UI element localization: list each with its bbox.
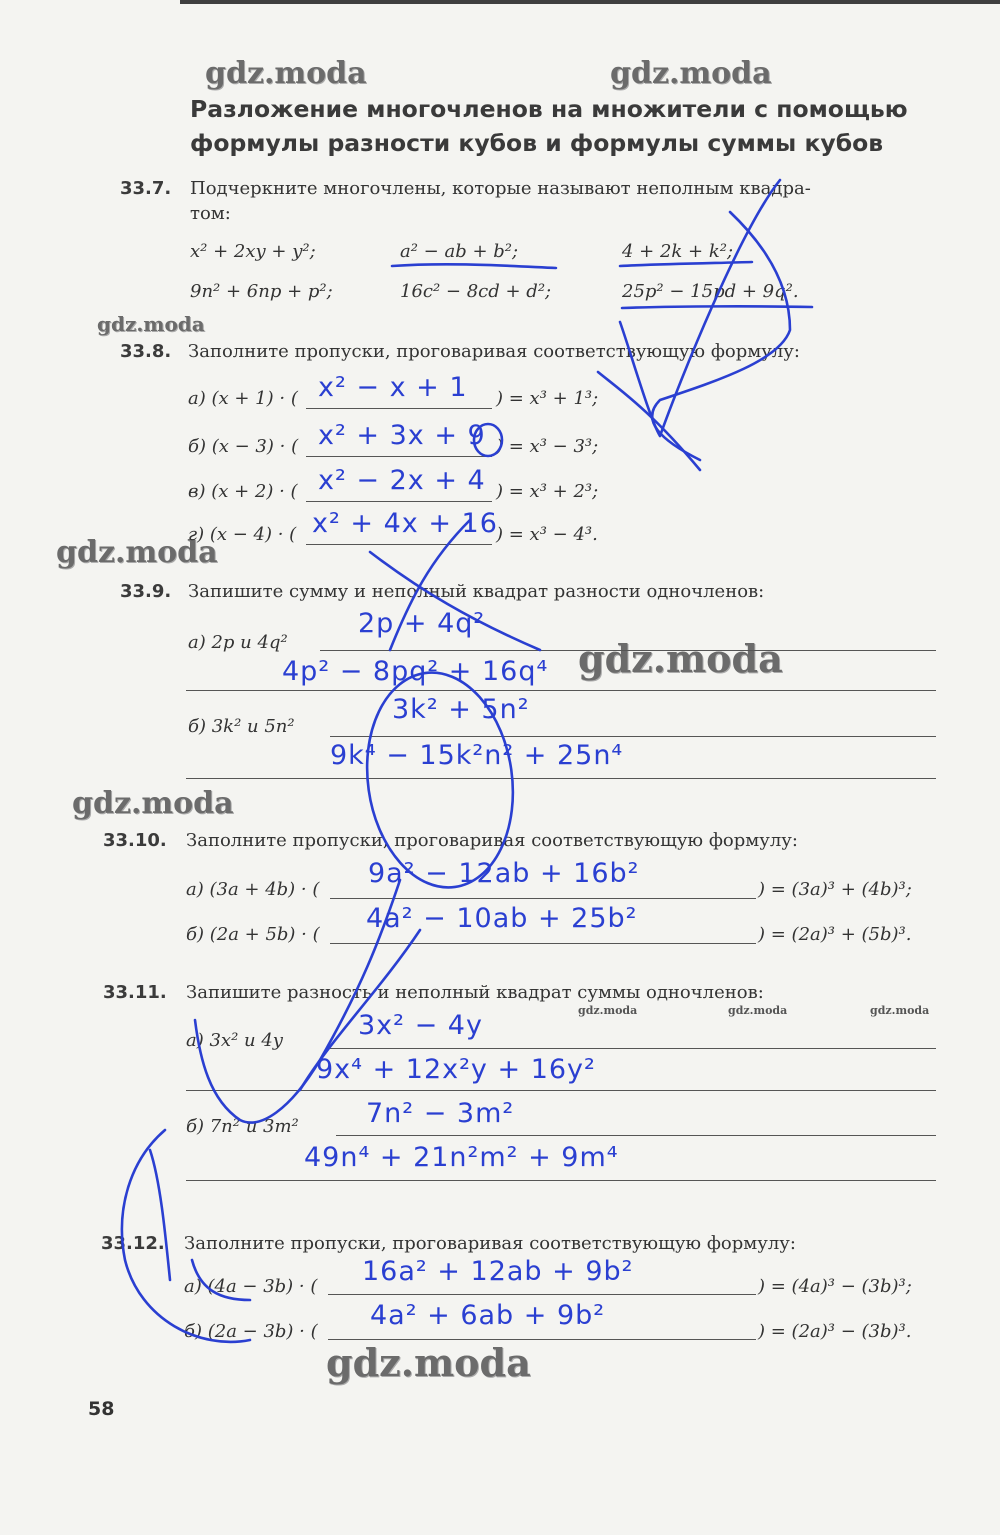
blank-left: а) (4a − 3b) · ( — [184, 1276, 318, 1297]
blank-right: ) = (3a)³ + (4b)³; — [758, 879, 912, 900]
scribble-stroke — [195, 880, 400, 1123]
polynomial-item: 25p² − 15pd + 9q². — [622, 281, 799, 302]
blank-left: г) (x − 4) · ( — [188, 524, 297, 545]
section-title-line-1: Разложение многочленов на множители с помощью — [190, 95, 908, 123]
watermark: gdz.moda — [870, 1004, 930, 1017]
exercise-text: Заполните пропуски, проговаривая соответствующую формулу: — [184, 1233, 796, 1254]
handwritten-answer: x² − x + 1 — [318, 372, 468, 403]
exercise-number: 33.8. — [120, 341, 172, 362]
check-stroke — [652, 212, 790, 460]
handwritten-answer: 4p² − 8pq² + 16q⁴ — [282, 656, 549, 687]
watermark: gdz.moda — [610, 56, 772, 91]
handwritten-answer: 16a² + 12ab + 9b² — [362, 1256, 634, 1287]
blank-right: ) = x³ + 1³; — [496, 388, 599, 409]
scribble-stroke — [300, 930, 420, 1090]
handwritten-answer: 4a² + 6ab + 9b² — [370, 1300, 606, 1331]
handwritten-answer: 3x² − 4y — [358, 1010, 483, 1041]
handwritten-answer: 2p + 4q² — [358, 608, 486, 639]
exercise-text: Заполните пропуски, проговаривая соответствующую формулу: — [188, 341, 800, 362]
monomial-pair: б) 7n² и 3m² — [186, 1116, 299, 1137]
blank-right: ) = x³ − 3³; — [496, 436, 599, 457]
exercise-text: Заполните пропуски, проговаривая соответствующую формулу: — [186, 830, 798, 851]
exercise-number: 33.9. — [120, 581, 172, 602]
scribble-stroke — [122, 1130, 250, 1342]
blank-left: а) (3a + 4b) · ( — [186, 879, 320, 900]
watermark: gdz.moda — [578, 1004, 638, 1017]
exercise-number: 33.7. — [120, 178, 172, 199]
handwritten-answer: 4a² − 10ab + 25b² — [366, 903, 638, 934]
circle-stroke — [474, 424, 502, 456]
handwritten-answer: x² + 4x + 16 — [312, 508, 498, 539]
scribble-stroke — [390, 520, 470, 650]
handwritten-answer: 7n² − 3m² — [366, 1098, 515, 1129]
blank-left: б) (2a + 5b) · ( — [186, 924, 320, 945]
page-number: 58 — [88, 1398, 115, 1420]
scribble-stroke — [150, 1150, 170, 1280]
watermark: gdz.moda — [56, 535, 218, 570]
watermark: gdz.moda — [728, 1004, 788, 1017]
handwritten-answer: 9x⁴ + 12x²y + 16y² — [316, 1054, 596, 1085]
blank-left: а) (x + 1) · ( — [188, 388, 298, 409]
exercise-text: Запишите сумму и неполный квадрат разности одночленов: — [188, 581, 765, 602]
blank-left: б) (x − 3) · ( — [188, 436, 299, 457]
watermark: gdz.moda — [72, 786, 234, 821]
handwritten-answer: 3k² + 5n² — [392, 694, 530, 725]
watermark: gdz.moda — [97, 312, 205, 336]
blank-right: ) = x³ − 4³. — [496, 524, 598, 545]
exercise-number: 33.12. — [101, 1233, 165, 1254]
handwritten-answer: x² + 3x + 9 — [318, 420, 486, 451]
polynomial-item: 9n² + 6np + p²; — [190, 281, 333, 302]
watermark: gdz.moda — [205, 56, 367, 91]
underline-stroke — [392, 264, 556, 268]
scribble-stroke — [192, 1260, 250, 1300]
section-title-line-2: формулы разности кубов и формулы суммы кубов — [190, 129, 884, 157]
handwritten-answer: 9k⁴ − 15k²n² + 25n⁴ — [330, 740, 624, 771]
monomial-pair: а) 3x² и 4y — [186, 1030, 283, 1051]
exercise-number: 33.11. — [103, 982, 167, 1003]
handwritten-answer: 49n⁴ + 21n²m² + 9m⁴ — [304, 1142, 619, 1173]
underline-stroke — [622, 306, 812, 308]
blank-right: ) = (2a)³ − (3b)³. — [758, 1321, 912, 1342]
polynomial-item: 16c² − 8cd + d²; — [400, 281, 552, 302]
watermark: gdz.moda — [326, 1340, 531, 1385]
blank-right: ) = x³ + 2³; — [496, 481, 599, 502]
monomial-pair: б) 3k² и 5n² — [188, 716, 295, 737]
exercise-text: том: — [190, 203, 231, 224]
blank-right: ) = (2a)³ + (5b)³. — [758, 924, 912, 945]
blank-left: в) (x + 2) · ( — [188, 481, 298, 502]
check-stroke — [598, 372, 700, 470]
watermark: gdz.moda — [578, 636, 783, 681]
exercise-text: Подчеркните многочлены, которые называют неполным квадра- — [190, 178, 811, 199]
polynomial-item: x² + 2xy + y²; — [190, 241, 316, 262]
polynomial-item: a² − ab + b²; — [400, 241, 519, 262]
handwritten-answer: x² − 2x + 4 — [318, 465, 486, 496]
polynomial-item: 4 + 2k + k²; — [622, 241, 734, 262]
exercise-number: 33.10. — [103, 830, 167, 851]
blank-right: ) = (4a)³ − (3b)³; — [758, 1276, 912, 1297]
exercise-text: Запишите разность и неполный квадрат суммы одночленов: — [186, 982, 764, 1003]
circle-stroke — [354, 663, 527, 897]
blank-left: б) (2a − 3b) · ( — [184, 1321, 318, 1342]
handwritten-answer: 9a² − 12ab + 16b² — [368, 858, 640, 889]
monomial-pair: а) 2p и 4q² — [188, 632, 288, 653]
